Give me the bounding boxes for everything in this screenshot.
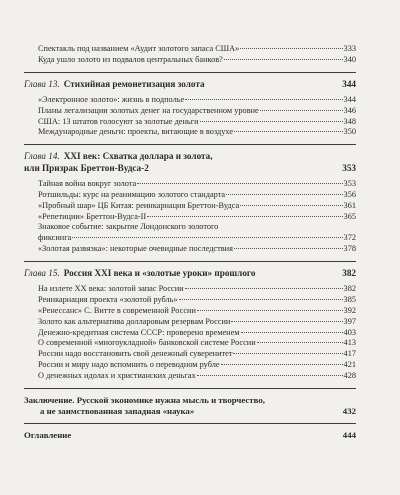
divider xyxy=(24,72,356,73)
toc-entry[interactable]: России и миру надо вспомнить о переводном рубле 421 xyxy=(38,359,356,369)
toc-entry[interactable]: «Ренессанс» С. Витте в современной России 392 xyxy=(38,305,356,315)
toc-entry[interactable]: «Золотая развязка»: некоторые очевидные последствия 378 xyxy=(38,244,356,254)
toc-entry[interactable]: Планы легализации золотых денег на государственном уровне 346 xyxy=(38,105,356,115)
toc-entry[interactable]: О современной «многоукладной» банковской системе России 413 xyxy=(38,338,356,348)
conclusion-entry[interactable]: Заключение. Русской экономике нужна мысль и творчество, а не заимствованная западная «наука» 432 xyxy=(24,394,356,416)
toc-entry[interactable]: Куда ушло золото из подвалов центральных банков? 340 xyxy=(38,54,356,64)
divider xyxy=(24,261,356,262)
toc-entry[interactable]: Тайная война вокруг золота 353 xyxy=(38,179,356,189)
toc-entry[interactable]: Международные деньги: проекты, витающие в воздухе 350 xyxy=(38,127,356,137)
toc-entry[interactable]: «Репетиции» Бреттон-Вудса-II 365 xyxy=(38,211,356,221)
toc-entry[interactable]: Золото как альтернатива долларовым резервам России 397 xyxy=(38,316,356,326)
toc-entry[interactable]: США: 13 штатов голосуют за золотые деньги 348 xyxy=(38,116,356,126)
toc-entry[interactable]: России надо восстановить свой денежный суверенитет 417 xyxy=(38,349,356,359)
contents-entry[interactable]: Оглавление 444 xyxy=(24,429,356,440)
chapter-15-heading[interactable]: Глава 15. Россия XXI века и «золотые уроки» прошлого 382 xyxy=(24,267,356,278)
table-of-contents xyxy=(24,44,356,441)
toc-entry[interactable]: Спектакль под названием «Аудит золотого запаса США» 333 xyxy=(38,44,356,53)
toc-entry[interactable]: Ротшильды: курс на реанимацию золотого стандарта 356 xyxy=(38,190,356,200)
toc-entry[interactable]: О денежных идолах и христианских деньгах 428 xyxy=(38,370,356,380)
toc-entry[interactable]: «Электронное золото»: жизнь в подполье 344 xyxy=(38,95,356,105)
divider xyxy=(24,388,356,389)
toc-entry[interactable]: «Пробный шар» ЦБ Китая: реинкарнация Бреттон-Вудса 361 xyxy=(38,200,356,210)
toc-entry-line[interactable]: Знаковое событие: закрытие Лондонского золотого xyxy=(38,222,219,232)
divider xyxy=(24,144,356,145)
chapter-13-heading[interactable]: Глава 13. Стихийная ремонетизация золота 344 xyxy=(24,78,356,89)
toc-entry[interactable]: фиксинга 372 xyxy=(38,233,356,243)
toc-entry[interactable]: Денежно-кредитная система СССР: проверено временем 403 xyxy=(38,327,356,337)
toc-entry[interactable]: На излете ХХ века: золотой запас России 382 xyxy=(38,284,356,294)
chapter-14-heading[interactable]: Глава 14. XXI век: Схватка доллара и золота, или Призрак Бреттон-Вудса-2 353 xyxy=(24,151,356,173)
divider xyxy=(24,423,356,424)
toc-entry[interactable]: Реинкарнация проекта «золотой рубль» 385 xyxy=(38,295,356,305)
